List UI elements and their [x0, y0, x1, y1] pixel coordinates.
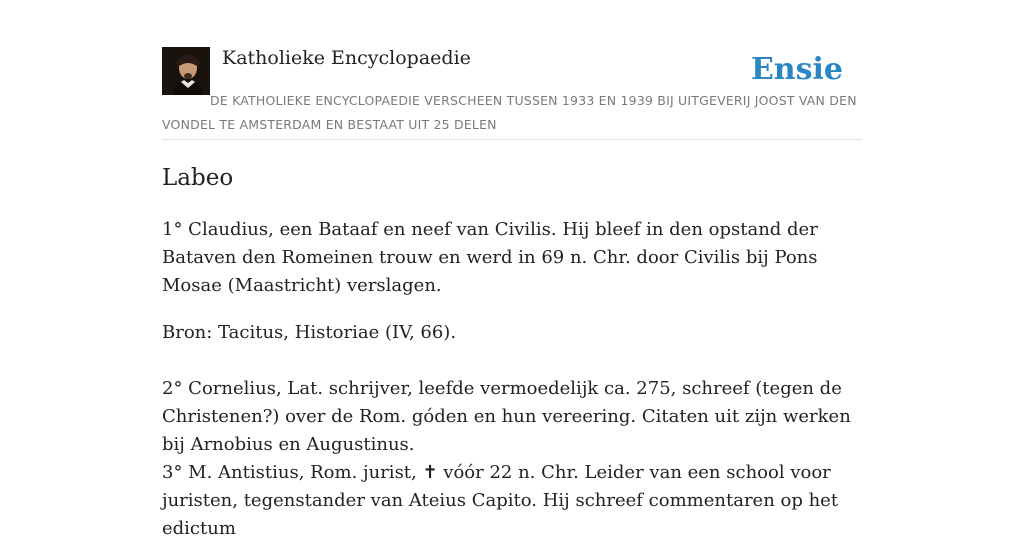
article-paragraph: 3° M. Antistius, Rom. jurist, ✝ vóór 22 n. Chr. Leider van een school voor juristen, tegenstander van Ateius Capito. Hij schreef commentaren op het edictum — [162, 462, 839, 539]
article-paragraph: Bron: Tacitus, Historiae (IV, 66). — [162, 322, 457, 343]
header-divider — [162, 139, 862, 140]
site-description: DE KATHOLIEKE ENCYCLOPAEDIE VERSCHEEN TUSSEN 1933 EN 1939 BIJ UITGEVERIJ JOOST VAN DEN VONDEL TE AMSTERDAM EN BESTAAT UIT 25 DELEN — [162, 93, 857, 132]
article-paragraph: 1° Claudius, een Bataaf en neef van Civilis. Hij bleef in den opstand der Bataven den Romeinen trouw en werd in 69 n. Chr. door Civilis bij Pons Mosae (Maastricht) verslagen. — [162, 219, 818, 296]
article-body — [162, 216, 862, 543]
ensie-logo[interactable]: Ensie — [750, 52, 843, 87]
article-paragraph: 2° Cornelius, Lat. schrijver, leefde vermoedelijk ca. 275, schreef (tegen de Christenen?) over de Rom. góden en hun vereering. Citaten uit zijn werken bij Arnobius en Augustinus. — [162, 378, 851, 455]
article-title: Labeo — [162, 165, 234, 191]
portrait-icon — [162, 47, 210, 95]
site-avatar-image[interactable] — [162, 47, 210, 95]
site-name[interactable]: Katholieke Encyclopaedie — [222, 47, 471, 69]
